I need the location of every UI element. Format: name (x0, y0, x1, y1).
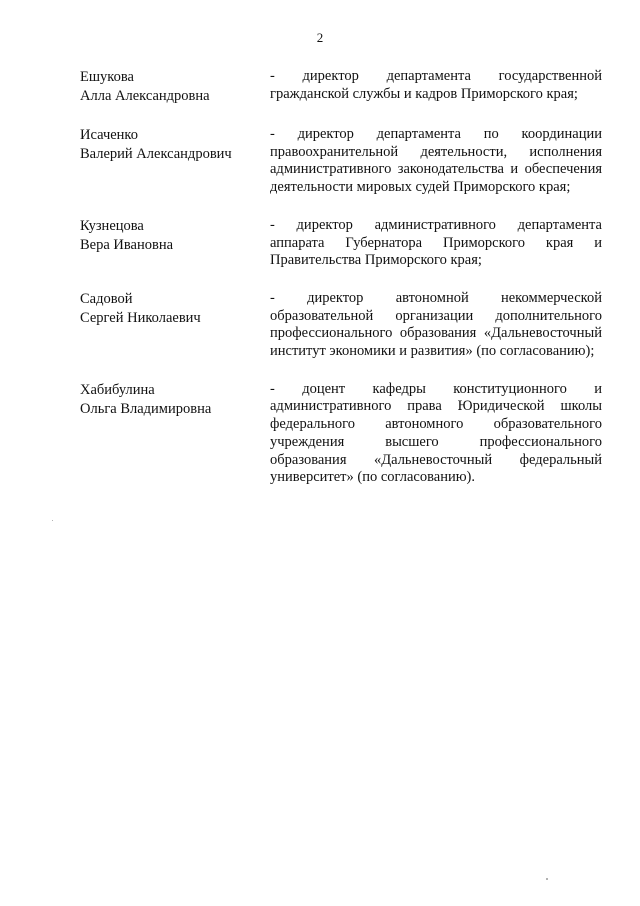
member-given-name: Ольга Владимировна (80, 400, 212, 417)
member-position: - доцент кафедры конституционного и административного права Юридической школы федерального автономного образовательного учреждения высшего профессионального образования «Дальневосточный федеральный университет» (по согласованию). (270, 380, 602, 486)
member-name (80, 126, 270, 197)
member-name (80, 290, 270, 361)
member-list (80, 68, 602, 507)
member-name (80, 381, 270, 487)
member-given-name: Валерий Александрович (80, 146, 232, 162)
member-name (80, 68, 270, 106)
member-entry (80, 126, 602, 197)
page-number: 2 (316, 30, 324, 45)
member-surname: Ешукова (80, 69, 134, 85)
member-given-name: Сергей Николаевич (80, 309, 201, 326)
scan-speck (52, 520, 53, 521)
member-entry (80, 68, 602, 106)
member-position: - директор департамента государственной гражданской службы и кадров Приморского края; (270, 68, 602, 102)
member-entry (80, 290, 602, 361)
member-surname: Исаченко (80, 127, 138, 143)
member-name (80, 217, 270, 270)
member-position: - директор административного департамента аппарата Губернатора Приморского края и Правительства Приморского края; (270, 216, 602, 269)
member-surname: Хабибулина (80, 381, 155, 398)
member-given-name: Алла Александровна (80, 88, 210, 104)
member-surname: Кузнецова (80, 217, 144, 234)
member-position: - директор автономной некоммерческой образовательной организации дополнительного профессионального образования «Дальневосточный институт экономики и развития» (по согласованию); (270, 289, 602, 360)
member-entry (80, 217, 602, 270)
member-position: - директор департамента по координации правоохранительной деятельности, исполнения административного законодательства и обеспечения деятельности мировых судей Приморского края; (270, 126, 602, 196)
member-entry (80, 381, 602, 487)
member-given-name: Вера Ивановна (80, 236, 174, 253)
member-surname: Садовой (80, 290, 133, 307)
scan-speck (546, 878, 548, 880)
